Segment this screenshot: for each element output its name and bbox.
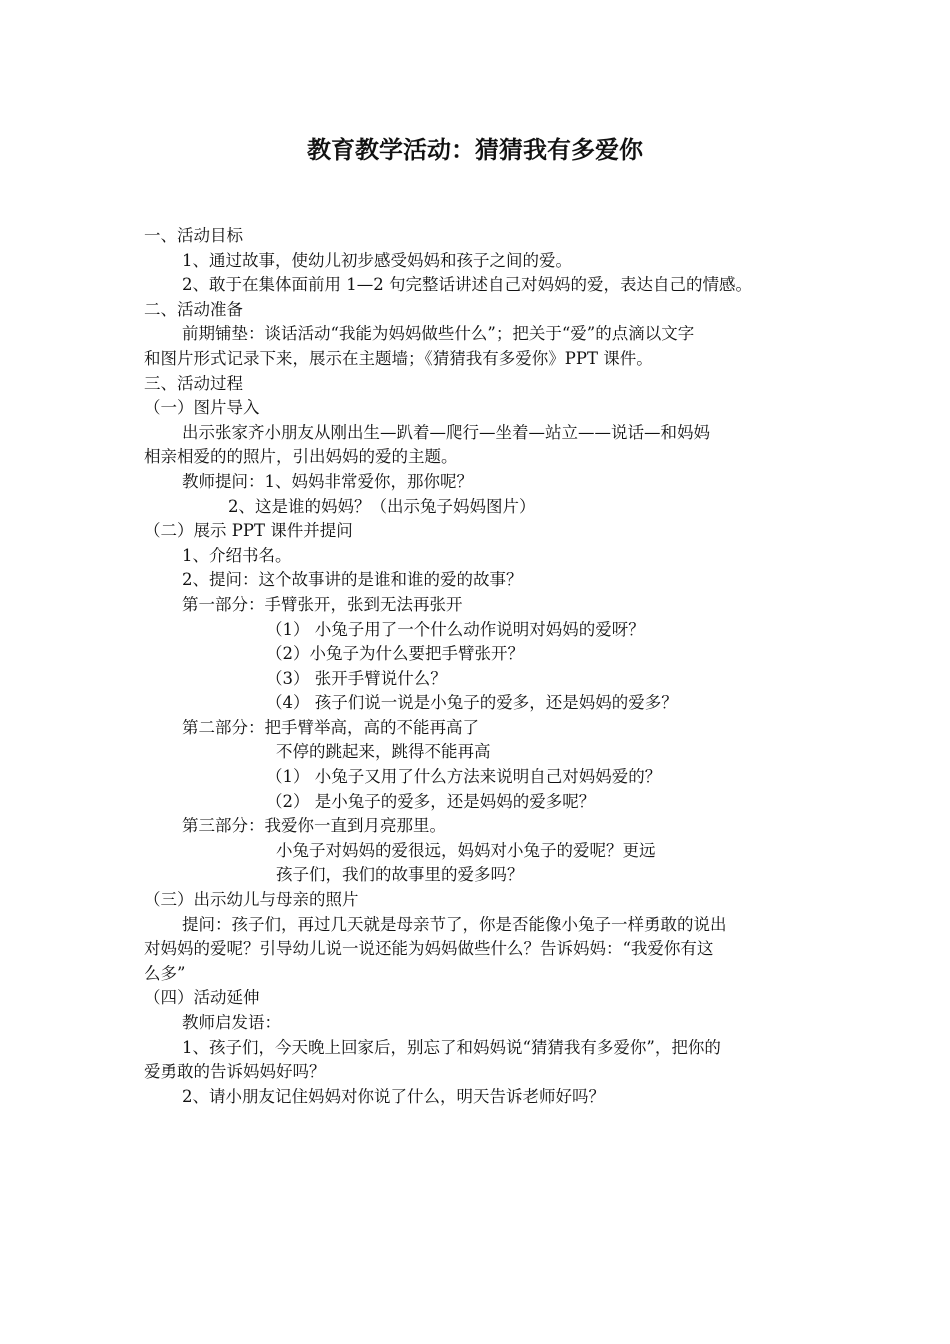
paragraph-line: 相亲相爱的的照片，引出妈妈的爱的主题。 [144, 447, 458, 467]
part-heading-3: 第三部分：我爱你一直到月亮那里。 [182, 816, 446, 836]
preparation-text-cont: 和图片形式记录下来，展示在主题墙；《猜猜我有多爱你》PPT 课件。 [144, 348, 653, 368]
list-item: 1、介绍书名。 [182, 545, 292, 565]
subsection-heading-2: （二）展示 PPT 课件并提问 [144, 521, 353, 541]
section-heading-goals: 一、活动目标 [144, 226, 243, 245]
paragraph-line: 对妈妈的爱呢？引导幼儿说一说还能为妈妈做些什么？告诉妈妈：“我爱你有这 [144, 939, 714, 959]
part-heading-2: 第二部分：把手臂举高，高的不能再高了 [182, 717, 479, 737]
question-item: （2） 是小兔子的爱多，还是妈妈的爱多呢？ [266, 791, 596, 811]
document-body [144, 224, 814, 1109]
section-heading-process: 三、活动过程 [144, 373, 243, 393]
subsection-heading-1: （一）图片导入 [144, 398, 260, 418]
question-item: （3） 张开手臂说什么？ [266, 668, 447, 688]
question-item: （1） 小兔子又用了什么方法来说明自己对妈妈爱的？ [266, 767, 662, 787]
paragraph-line: 提问：孩子们，再过几天就是母亲节了，你是否能像小兔子一样勇敢的说出 [182, 914, 727, 934]
part-3-line: 小兔子对妈妈的爱很远，妈妈对小兔子的爱呢？更远 [276, 840, 656, 860]
question-item: （1） 小兔子用了一个什么动作说明对妈妈的爱呀？ [266, 619, 645, 639]
section-heading-preparation: 二、活动准备 [144, 299, 243, 319]
question-item: （2）小兔子为什么要把手臂张开？ [266, 644, 524, 664]
list-item: 2、提问：这个故事讲的是谁和谁的爱的故事？ [182, 570, 523, 590]
preparation-text: 前期铺垫：谈话活动“我能为妈妈做些什么”；把关于“爱”的点滴以文字 [182, 324, 695, 344]
document-title: 教育教学活动：猜猜我有多爱你 [307, 136, 643, 164]
paragraph-line: 出示张家齐小朋友从刚出生—趴着—爬行—坐着—站立——说话—和妈妈 [182, 422, 710, 442]
subsection-heading-4: （四）活动延伸 [144, 988, 260, 1008]
question-line: 教师提问：1、妈妈非常爱你，那你呢？ [182, 471, 473, 491]
subsection-heading-3: （三）出示幼儿与母亲的照片 [144, 890, 359, 910]
paragraph-line: 教师启发语： [182, 1013, 281, 1032]
paragraph-line: 1、孩子们，今天晚上回家后，别忘了和妈妈说“猜猜我有多爱你”，把你的 [182, 1037, 721, 1057]
goal-item-2: 2、敢于在集体面前用 1—2 句完整话讲述自己对妈妈的爱，表达自己的情感。 [182, 275, 752, 295]
paragraph-line: 么多” [144, 963, 186, 983]
goal-item-1: 1、通过故事，使幼儿初步感受妈妈和孩子之间的爱。 [182, 250, 572, 270]
paragraph-line: 2、请小朋友记住妈妈对你说了什么，明天告诉老师好吗？ [182, 1086, 605, 1106]
part-heading-1: 第一部分：手臂张开，张到无法再张开 [182, 594, 463, 614]
paragraph-line: 爱勇敢的告诉妈妈好吗？ [144, 1062, 326, 1082]
question-item: （4） 孩子们说一说是小兔子的爱多，还是妈妈的爱多？ [266, 693, 678, 713]
part-3-line: 孩子们，我们的故事里的爱多吗？ [276, 865, 524, 885]
part-heading-2-cont: 不停的跳起来，跳得不能再高 [276, 742, 491, 762]
question-line: 2、这是谁的妈妈？（出示兔子妈妈图片） [228, 496, 536, 516]
